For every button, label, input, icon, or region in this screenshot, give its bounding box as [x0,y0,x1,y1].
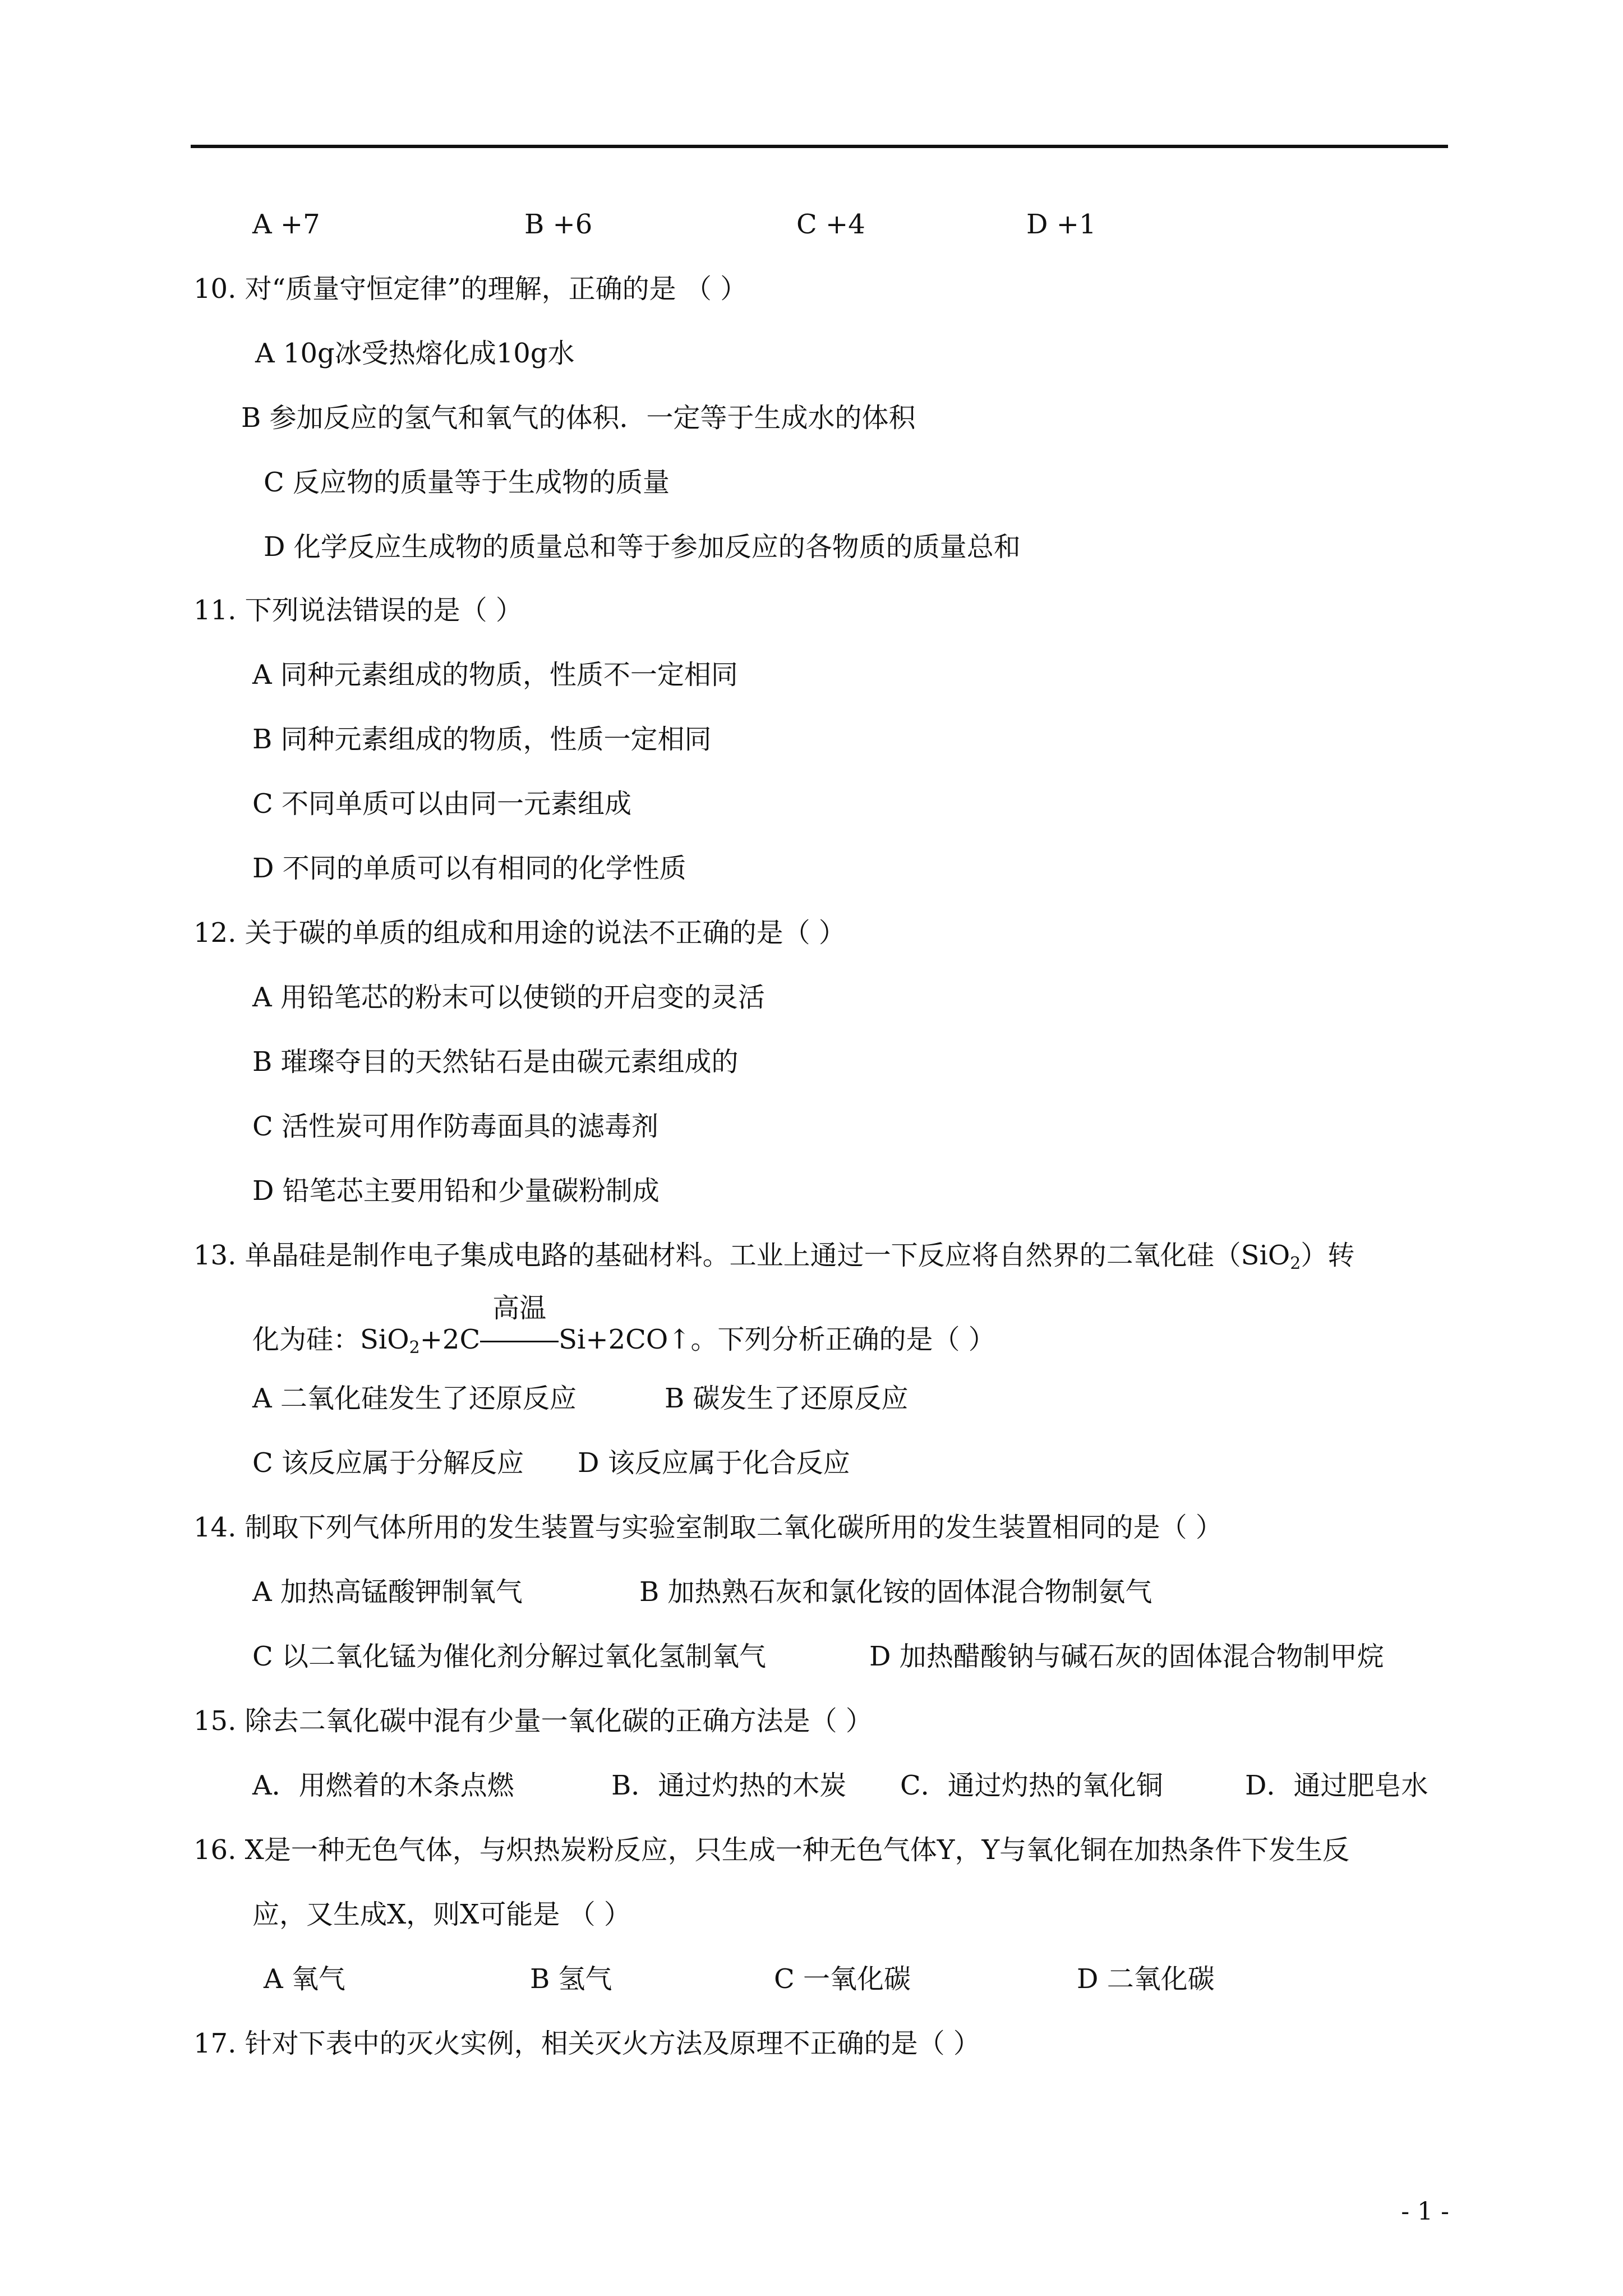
q13-option-c: C 该反应属于分解反应 [252,1447,524,1479]
q11-option-d: D 不同的单质可以有相同的化学性质 [252,853,686,884]
q16-option-a: A 氧气 [264,1963,345,1995]
q15-option-c: C．通过灼热的氧化铜 [900,1770,1163,1801]
q11-option-c: C 不同单质可以由同一元素组成 [252,788,631,820]
q12-stem: 12. 关于碳的单质的组成和用途的说法不正确的是（ ） [193,917,846,949]
q15-option-a: A．用燃着的木条点燃 [252,1770,514,1801]
q16-option-c: C 一氧化碳 [774,1963,911,1995]
q11-stem: 11. 下列说法错误的是（ ） [193,595,523,626]
q14-option-b: B 加热熟石灰和氯化铵的固体混合物制氨气 [639,1576,1152,1608]
q9-option-a: A +7 [252,209,320,240]
q13-equation-carbon: +2C [419,1324,481,1355]
header-rule [191,145,1448,148]
q16-stem-line1: 16. X是一种无色气体，与炽热炭粉反应，只生成一种无色气体Y，Y与氧化铜在加热条件下发生反 [193,1834,1350,1866]
q13-stem-line2 [252,1292,995,1365]
q14-option-c: C 以二氧化锰为催化剂分解过氧化氢制氧气 [252,1641,766,1672]
q16-option-b: B 氢气 [530,1963,612,1995]
q13-option-d: D 该反应属于化合反应 [578,1447,850,1479]
q11-option-b: B 同种元素组成的物质，性质一定相同 [252,724,712,755]
q14-option-d: D 加热醋酸钠与碱石灰的固体混合物制甲烷 [869,1641,1384,1672]
q13-stem-line1-tail: ）转 [1301,1240,1355,1271]
q13-stem-line1-text: 13. 单晶硅是制作电子集成电路的基础材料。工业上通过一下反应将自然界的二氧化硅（SiO [193,1240,1290,1271]
q15-stem: 15. 除去二氧化碳中混有少量一氧化碳的正确方法是（ ） [193,1705,873,1737]
q14-option-a: A 加热高锰酸钾制氧气 [252,1576,523,1608]
q10-option-d: D 化学反应生成物的质量总和等于参加反应的各物质的质量总和 [264,531,1021,563]
q15-option-b: B．通过灼热的木炭 [611,1770,847,1801]
q10-stem: 10. 对“质量守恒定律”的理解，正确的是 （ ） [193,273,748,305]
q16-option-d: D 二氧化碳 [1077,1963,1215,1995]
q14-stem: 14. 制取下列气体所用的发生装置与实验室制取二氧化碳所用的发生装置相同的是（ ） [193,1512,1223,1543]
q9-option-d: D +1 [1026,209,1096,240]
q12-option-c: C 活性炭可用作防毒面具的滤毒剂 [252,1111,658,1142]
reaction-condition [480,1292,559,1356]
q13-equation-subscript: 2 [409,1338,420,1358]
q13-option-a: A 二氧化硅发生了还原反应 [252,1383,577,1414]
q13-equation-reactant: 化为硅：SiO [252,1324,409,1355]
q13-stem-line1 [193,1239,1354,1281]
q13-stem-line1-subscript: 2 [1290,1254,1301,1273]
reaction-arrow-bar [480,1341,559,1342]
q10-option-b: B 参加反应的氢气和氧气的体积．一定等于生成水的体积 [241,402,916,434]
q13-equation-products: Si+2CO↑。下列分析正确的是（ ） [559,1324,995,1355]
q17-stem: 17. 针对下表中的灭火实例，相关灭火方法及原理不正确的是（ ） [193,2028,980,2059]
reaction-condition-label: 高温 [492,1292,547,1324]
q9-option-b: B +6 [524,209,593,240]
page-number: - 1 - [1401,2197,1449,2226]
q11-option-a: A 同种元素组成的物质，性质不一定相同 [252,659,738,691]
q12-option-b: B 璀璨夺目的天然钻石是由碳元素组成的 [252,1046,739,1078]
q12-option-a: A 用铅笔芯的粉末可以使锁的开启变的灵活 [252,982,765,1013]
q10-option-c: C 反应物的质量等于生成物的质量 [264,467,670,498]
q12-option-d: D 铅笔芯主要用铅和少量碳粉制成 [252,1175,660,1207]
q10-option-a: A 10g冰受热熔化成10g水 [255,338,575,369]
q9-option-c: C +4 [796,209,865,240]
q13-option-b: B 碳发生了还原反应 [665,1383,909,1414]
q15-option-d: D．通过肥皂水 [1245,1770,1428,1801]
q16-stem-line2: 应，又生成X，则X可能是 （ ） [252,1899,631,1930]
